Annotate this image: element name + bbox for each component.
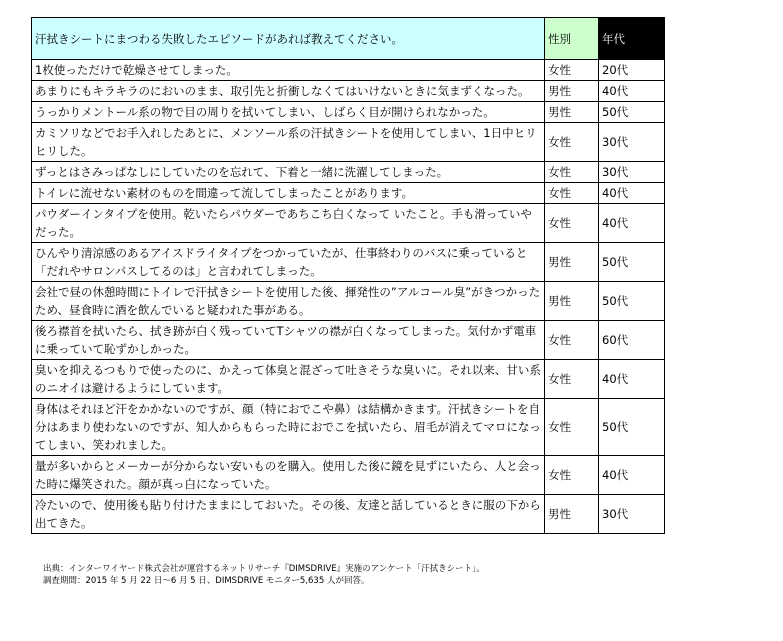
gender-cell: 女性 [545, 162, 599, 183]
age-cell: 40代 [599, 81, 665, 102]
episode-text: うっかりメントール系の物で目の周りを拭いてしまい、しばらく目が開けられなかった。 [32, 102, 545, 123]
gender-cell: 女性 [545, 60, 599, 81]
table-row [32, 456, 665, 495]
table-row [32, 282, 665, 321]
table-row [32, 162, 665, 183]
age-cell: 30代 [599, 123, 665, 162]
episode-text: 量が多いからとメーカーが分からない安いものを購入。使用した後に鏡を見ずにいたら、人と会った時に爆笑された。顔が真っ白になっていた。 [32, 456, 545, 495]
table-row [32, 243, 665, 282]
table-row [32, 123, 665, 162]
table-row [32, 204, 665, 243]
gender-cell: 男性 [545, 282, 599, 321]
age-cell: 50代 [599, 243, 665, 282]
age-cell: 40代 [599, 204, 665, 243]
age-header: 年代 [599, 18, 665, 60]
episode-text: あまりにもキラキラのにおいのまま、取引先と折衝しなくてはいけないときに気まずくなった。 [32, 81, 545, 102]
source-note: 出典：インターワイヤード株式会社が運営するネットリサーチ『DIMSDRIVE』実施のアンケート「汗拭きシート」。 [43, 564, 485, 574]
gender-cell: 女性 [545, 204, 599, 243]
episode-text: 冷たいので、使用後も貼り付けたままにしておいた。その後、友達と話しているときに服の下から出てきた。 [32, 495, 545, 534]
episode-text: ずっとはさみっぱなしにしていたのを忘れて、下着と一緒に洗濯してしまった。 [32, 162, 545, 183]
survey-period-note: 調査期間：2015 年 5 月 22 日～6 月 5 日、DIMSDRIVE モニター5,635 人が回答。 [43, 576, 370, 586]
gender-cell: 男性 [545, 243, 599, 282]
episode-text: 後ろ襟首を拭いたら、拭き跡が白く残っていてTシャツの襟が白くなってしまった。気付かず電車に乗っていて恥ずかしかった。 [32, 321, 545, 360]
survey-table [31, 17, 665, 534]
age-cell: 40代 [599, 456, 665, 495]
age-cell: 50代 [599, 282, 665, 321]
table-header-row [32, 18, 665, 60]
age-cell: 60代 [599, 321, 665, 360]
gender-cell: 男性 [545, 81, 599, 102]
gender-cell: 男性 [545, 495, 599, 534]
source-footer [43, 563, 485, 587]
episode-text: 身体はそれほど汗をかかないのですが、顔（特におでこや鼻）は結構かきます。汗拭きシートを自分はあまり使わないのですが、知人からもらった時におでこを拭いたら、眉毛が消えてマロになってしまい、笑われました。 [32, 399, 545, 456]
gender-cell: 女性 [545, 360, 599, 399]
gender-header: 性別 [545, 18, 599, 60]
table-row [32, 102, 665, 123]
gender-cell: 女性 [545, 399, 599, 456]
table-row [32, 321, 665, 360]
episode-text: 会社で昼の休憩時間にトイレで汗拭きシートを使用した後、揮発性の”アルコール臭”がきつかったため、昼食時に酒を飲んでいると疑われた事がある。 [32, 282, 545, 321]
gender-cell: 男性 [545, 102, 599, 123]
episode-text: カミソリなどでお手入れしたあとに、メンソール系の汗拭きシートを使用してしまい、1日中ヒリヒリした。 [32, 123, 545, 162]
episode-text: ひんやり清涼感のあるアイスドライタイプをつかっていたが、仕事終わりのバスに乗っていると「だれやサロンパスしてるのは」と言われてしまった。 [32, 243, 545, 282]
gender-cell: 女性 [545, 456, 599, 495]
question-header: 汗拭きシートにまつわる失敗したエピソードがあれば教えてください。 [32, 18, 545, 60]
table-row [32, 81, 665, 102]
age-cell: 50代 [599, 399, 665, 456]
gender-cell: 女性 [545, 321, 599, 360]
age-cell: 40代 [599, 183, 665, 204]
age-cell: 50代 [599, 102, 665, 123]
episode-text: トイレに流せない素材のものを間違って流してしまったことがあります。 [32, 183, 545, 204]
episode-text: 1枚使っただけで乾燥させてしまった。 [32, 60, 545, 81]
gender-cell: 女性 [545, 183, 599, 204]
gender-cell: 女性 [545, 123, 599, 162]
age-cell: 20代 [599, 60, 665, 81]
table-row [32, 60, 665, 81]
age-cell: 40代 [599, 360, 665, 399]
table-row [32, 495, 665, 534]
table-row [32, 183, 665, 204]
table-row [32, 360, 665, 399]
episode-text: パウダーインタイプを使用。乾いたらパウダーであちこち白くなって いたこと。手も滑っていやだった。 [32, 204, 545, 243]
age-cell: 30代 [599, 162, 665, 183]
episode-text: 臭いを抑えるつもりで使ったのに、かえって体臭と混ざって吐きそうな臭いに。それ以来、甘い系のニオイは避けるようにしています。 [32, 360, 545, 399]
table-row [32, 399, 665, 456]
age-cell: 30代 [599, 495, 665, 534]
